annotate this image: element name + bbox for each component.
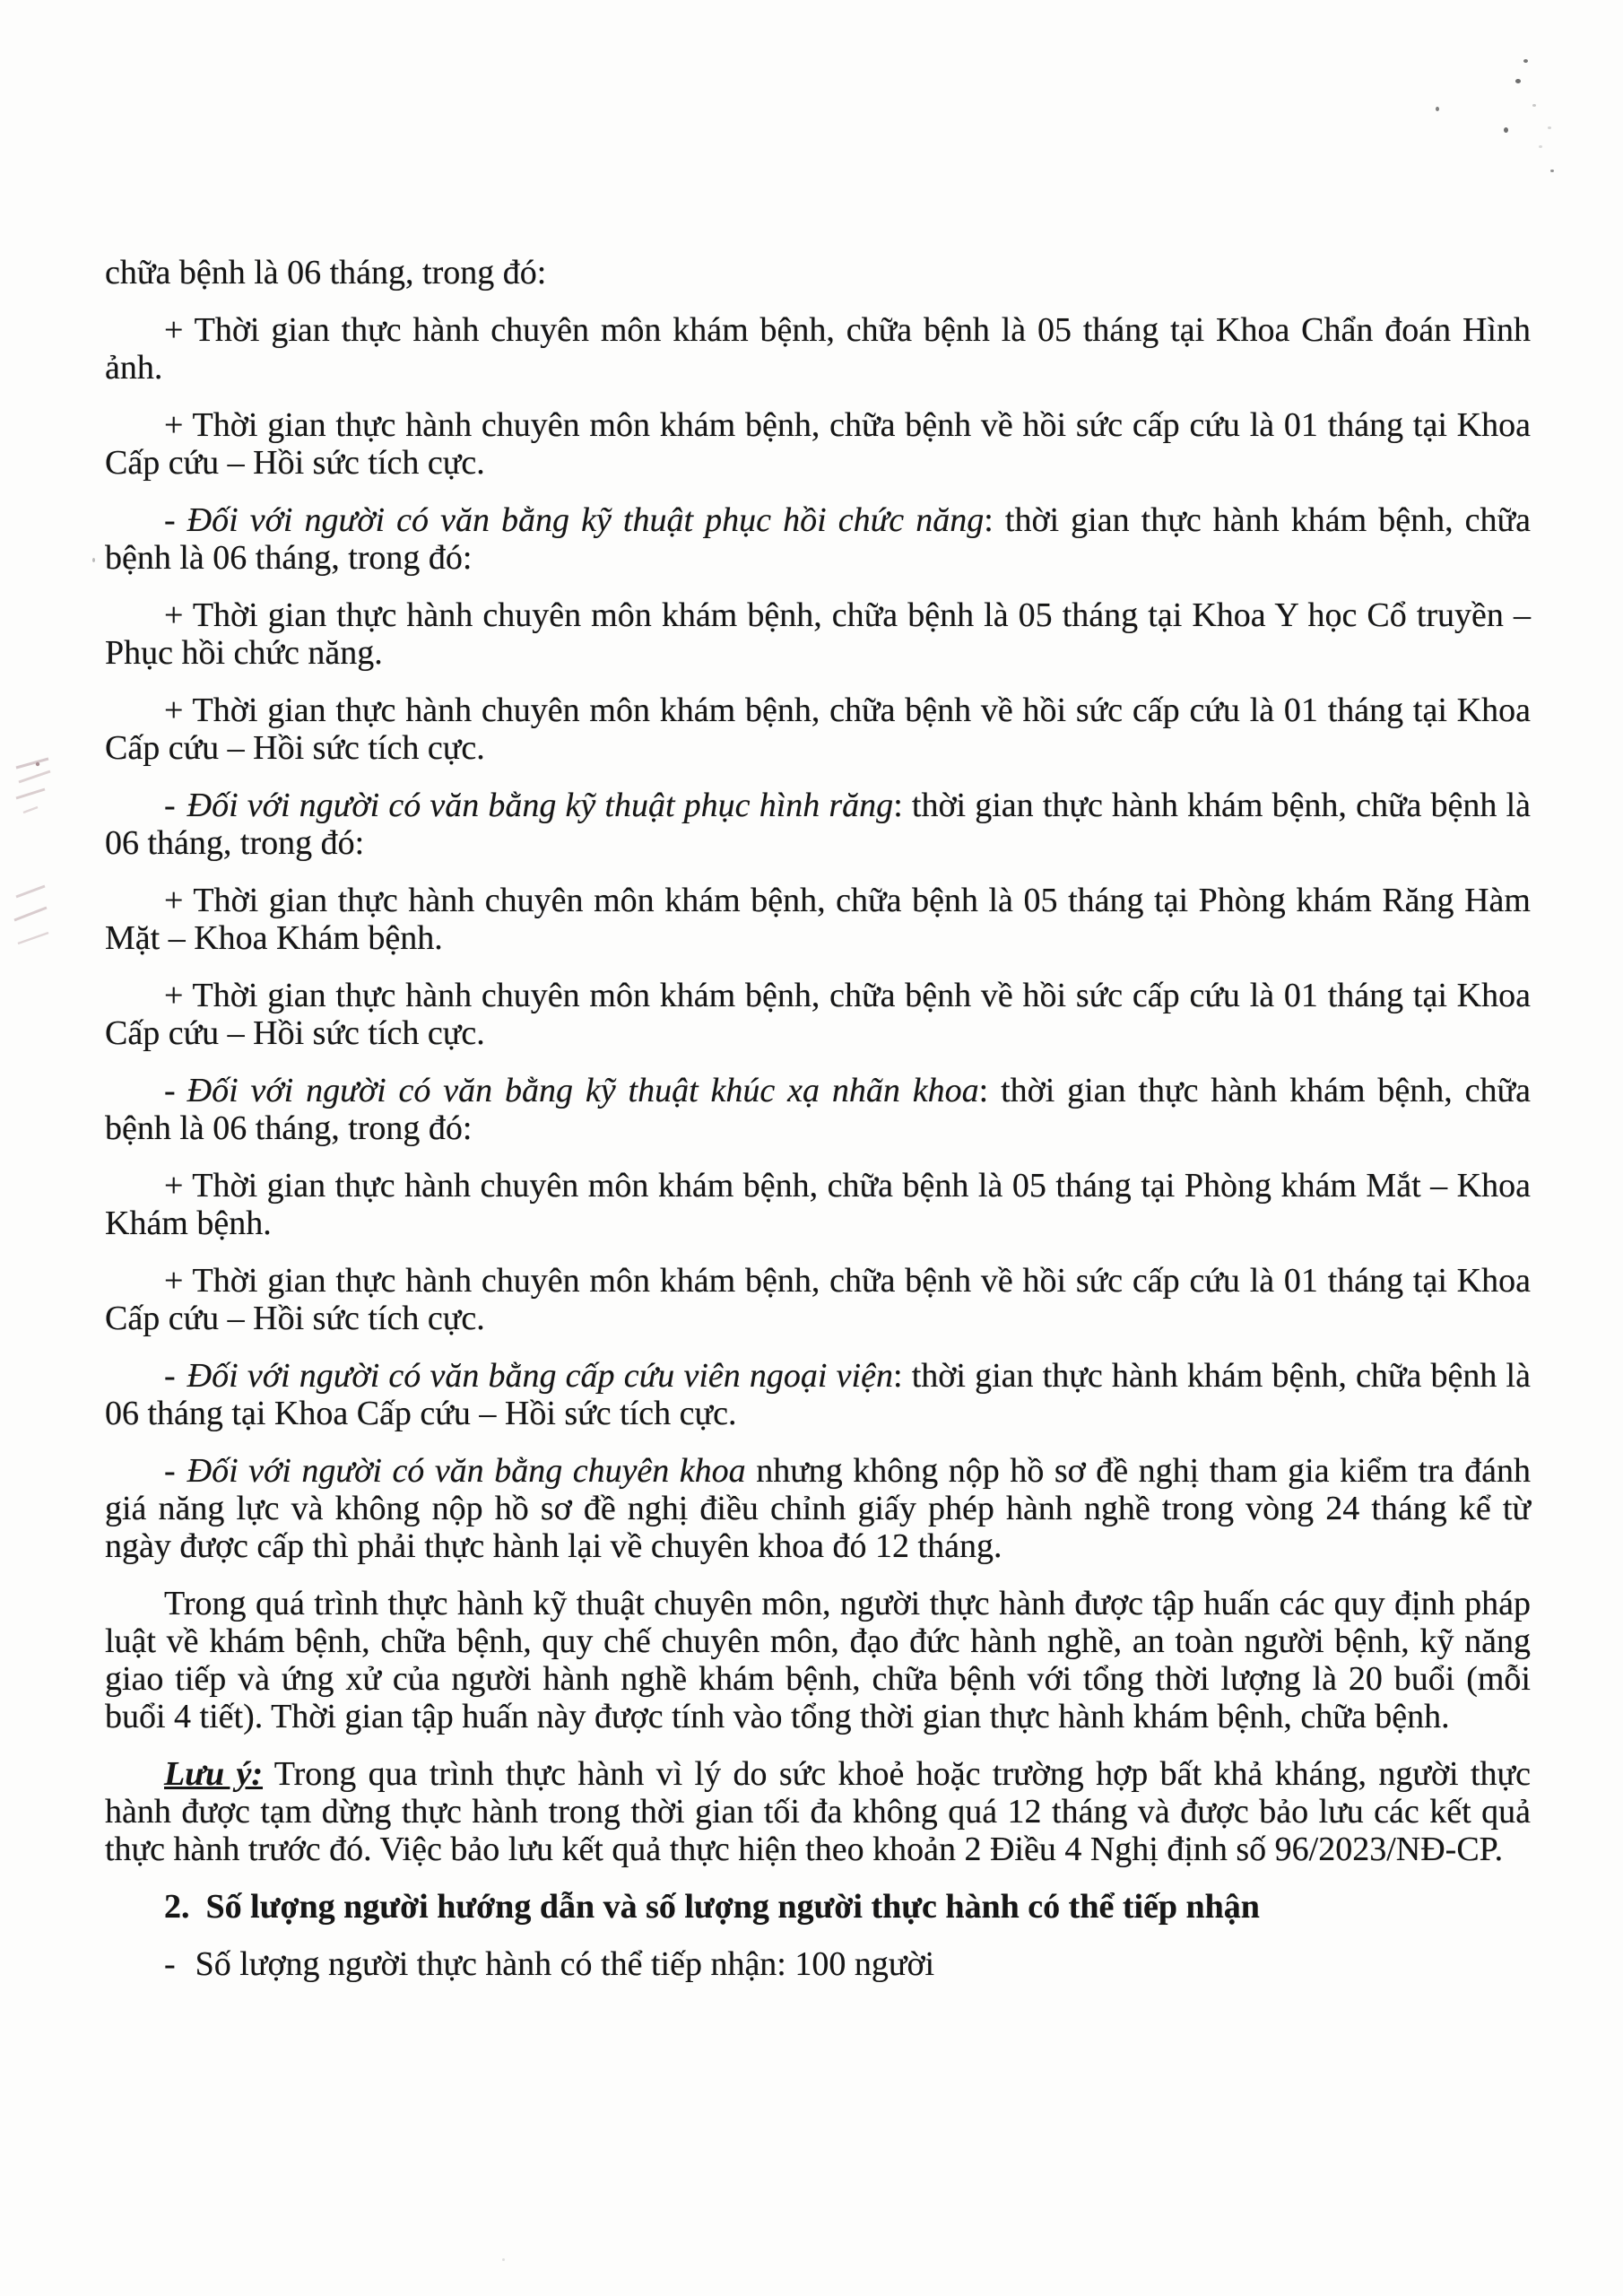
section-number: 2. bbox=[164, 1888, 190, 1926]
margin-scribble bbox=[11, 755, 57, 825]
italic-lead: Đối với người có văn bằng kỹ thuật khúc xạ nhãn khoa bbox=[187, 1072, 979, 1109]
scan-speckle bbox=[502, 2258, 505, 2261]
paragraph-plus-bullet: + Thời gian thực hành chuyên môn khám bệnh, chữa bệnh là 05 tháng tại Khoa Y học Cổ truyền – Phục hồi chức năng. bbox=[105, 596, 1531, 672]
paragraph-dash-bullet: - Đối với người có văn bằng kỹ thuật phục hình răng: thời gian thực hành khám bệnh, chữa bệnh là 06 tháng, trong đó: bbox=[105, 787, 1531, 862]
paragraph-plus-bullet: + Thời gian thực hành chuyên môn khám bệnh, chữa bệnh về hồi sức cấp cứu là 01 tháng tại Khoa Cấp cứu – Hồi sức tích cực. bbox=[105, 691, 1531, 767]
paragraph-plus-bullet: + Thời gian thực hành chuyên môn khám bệnh, chữa bệnh là 05 tháng tại Khoa Chẩn đoán Hình ảnh. bbox=[105, 311, 1531, 387]
dash-marker: - bbox=[164, 501, 176, 539]
scan-speckle bbox=[1523, 59, 1528, 63]
italic-lead: Đối với người có văn bằng kỹ thuật phục hình răng bbox=[187, 787, 894, 824]
section-heading: 2. Số lượng người hướng dẫn và số lượng người thực hành có thể tiếp nhận bbox=[164, 1888, 1260, 1926]
paragraph-dash-bullet: - Đối với người có văn bằng kỹ thuật phục hồi chức năng: thời gian thực hành khám bệnh, chữa bệnh là 06 tháng, trong đó: bbox=[105, 501, 1531, 577]
scan-speckle bbox=[1504, 127, 1508, 133]
italic-lead: Đối với người có văn bằng kỹ thuật phục hồi chức năng bbox=[187, 501, 985, 539]
scan-speckle bbox=[1539, 145, 1542, 148]
paragraph-body: Trong quá trình thực hành kỹ thuật chuyên môn, người thực hành được tập huấn các quy định pháp luật về khám bệnh, chữa bệnh, quy chế chuyên môn, đạo đức hành nghề, an toàn người bệnh, kỹ năng giao tiếp và ứng xử của người hành nghề khám bệnh, chữa bệnh với tổng thời lượng là 20 buổi (mỗi buổi 4 tiết). Thời gian tập huấn này được tính vào tổng thời gian thực hành khám bệnh, chữa bệnh. bbox=[105, 1585, 1531, 1735]
dash-marker: - bbox=[164, 787, 176, 824]
paragraph-dash-bullet: - Đối với người có văn bằng cấp cứu viên ngoại viện: thời gian thực hành khám bệnh, chữa bệnh là 06 tháng tại Khoa Cấp cứu – Hồi sức tích cực. bbox=[105, 1357, 1531, 1432]
scan-speckle bbox=[1532, 104, 1536, 107]
paragraph-plus-bullet: + Thời gian thực hành chuyên môn khám bệnh, chữa bệnh về hồi sức cấp cứu là 01 tháng tại Khoa Cấp cứu – Hồi sức tích cực. bbox=[105, 406, 1531, 482]
dash-marker: - bbox=[164, 1072, 176, 1109]
dash-marker: - bbox=[164, 1357, 176, 1395]
scan-speckle bbox=[1548, 126, 1551, 129]
dash-marker: - bbox=[164, 1452, 176, 1490]
scan-speckle bbox=[92, 558, 95, 562]
italic-lead: Đối với người có văn bằng chuyên khoa bbox=[187, 1452, 746, 1490]
paragraph-dash-bullet: - Số lượng người thực hành có thể tiếp nhận: 100 người bbox=[164, 1945, 935, 1983]
paragraph-dash-bullet: - Đối với người có văn bằng chuyên khoa nhưng không nộp hồ sơ đề nghị tham gia kiểm tra đánh giá năng lực và không nộp hồ sơ đề nghị điều chỉnh giấy phép hành nghề trong vòng 24 tháng kể từ ngày được cấp thì phải thực hành lại về chuyên khoa đó 12 tháng. bbox=[105, 1452, 1532, 1565]
paragraph-plus-bullet: + Thời gian thực hành chuyên môn khám bệnh, chữa bệnh là 05 tháng tại Phòng khám Răng Hàm Mặt – Khoa Khám bệnh. bbox=[105, 882, 1531, 957]
note-label: Lưu ý: bbox=[164, 1755, 264, 1793]
dash-marker: - bbox=[164, 1945, 176, 1983]
paragraph-continuation: chữa bệnh là 06 tháng, trong đó: bbox=[105, 254, 547, 291]
margin-scribble bbox=[9, 881, 57, 956]
paragraph-plus-bullet: + Thời gian thực hành chuyên môn khám bệnh, chữa bệnh là 05 tháng tại Phòng khám Mắt – Khoa Khám bệnh. bbox=[105, 1167, 1531, 1242]
scan-speckle bbox=[1515, 79, 1521, 83]
paragraph-note: Lưu ý: Trong qua trình thực hành vì lý do sức khoẻ hoặc trường hợp bất khả kháng, người thực hành được tạm dừng thực hành trong thời gian tối đa không quá 12 tháng và được bảo lưu các kết quả thực hành trước đó. Việc bảo lưu kết quả thực hiện theo khoản 2 Điều 4 Nghị định số 96/2023/NĐ-CP. bbox=[105, 1755, 1532, 1868]
italic-lead: Đối với người có văn bằng cấp cứu viên ngoại viện bbox=[187, 1357, 893, 1395]
paragraph-plus-bullet: + Thời gian thực hành chuyên môn khám bệnh, chữa bệnh về hồi sức cấp cứu là 01 tháng tại Khoa Cấp cứu – Hồi sức tích cực. bbox=[105, 1262, 1531, 1337]
paragraph-plus-bullet: + Thời gian thực hành chuyên môn khám bệnh, chữa bệnh về hồi sức cấp cứu là 01 tháng tại Khoa Cấp cứu – Hồi sức tích cực. bbox=[105, 977, 1531, 1052]
scan-speckle bbox=[1436, 107, 1439, 111]
scan-speckle bbox=[1550, 170, 1554, 172]
document-body bbox=[105, 254, 1531, 1983]
paragraph-dash-bullet: - Đối với người có văn bằng kỹ thuật khúc xạ nhãn khoa: thời gian thực hành khám bệnh, chữa bệnh là 06 tháng, trong đó: bbox=[105, 1072, 1532, 1147]
